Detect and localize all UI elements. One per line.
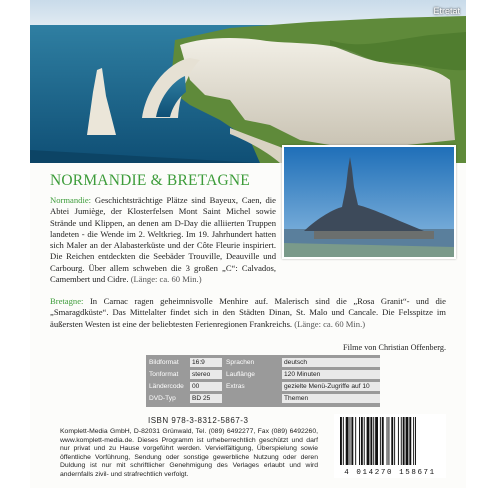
barcode-bar	[343, 417, 344, 465]
barcode-digits: 4 014270 158671	[344, 469, 436, 477]
spec-row	[146, 394, 380, 404]
barcode-bar	[388, 417, 389, 465]
barcode-bar	[355, 417, 356, 465]
normandie-length: (Länge: ca. 60 Min.)	[130, 274, 202, 285]
mont-saint-michel-photo	[282, 145, 456, 259]
spec-value: gezielte Menü-Zugriffe auf 10	[282, 382, 380, 391]
spec-label: Ländercode	[149, 383, 184, 390]
normandie-heading: Normandie:	[50, 195, 92, 205]
barcode	[334, 414, 446, 478]
spec-label: Tonformat	[149, 371, 179, 378]
legal-notice: Komplett-Media GmbH, D-82031 Grünwald, Tel. (089) 6492277, Fax (089) 6492260, www.komplett-media.de. Dieses Programm ist urheberrechtlich geschützt und darf nur privat und zu Hause vorgeführt werden. Vervielfältigung, Überspielung sowie öffentliche Vorführung, Sendung oder sonstige gewerbliche Nutzung oder deren Duldung ist nur mit schriftlicher Genehmigung des Verlages erlaubt und wird andernfalls zivil- und strafrechtlich verfolgt.	[60, 428, 318, 478]
barcode-bar	[403, 417, 405, 465]
photo-caption: Etretat	[433, 6, 460, 16]
bretagne-heading: Bretagne:	[50, 296, 84, 306]
barcode-bar	[367, 417, 370, 465]
barcode-bar	[380, 417, 381, 465]
barcode-bars	[334, 414, 446, 468]
bretagne-length: (Länge: ca. 60 Min.)	[294, 318, 366, 329]
barcode-bar	[394, 417, 395, 465]
barcode-bar	[375, 417, 378, 465]
normandie-description	[50, 195, 276, 285]
bretagne-description	[50, 296, 446, 330]
barcode-bar	[361, 417, 363, 465]
spec-value: Themen	[282, 394, 380, 403]
spec-row	[146, 358, 380, 368]
spec-value: deutsch	[282, 358, 380, 367]
etretat-cliffs-photo	[30, 0, 466, 163]
spec-value: BD 25	[190, 394, 222, 403]
spec-label: Extras	[226, 383, 245, 390]
spec-label: Sprachen	[226, 359, 255, 366]
spec-label: Bildformat	[149, 359, 179, 366]
spec-value: 00	[190, 382, 222, 391]
barcode-bar	[387, 417, 388, 465]
barcode-bar	[391, 417, 393, 465]
normandie-text: Geschichtsträchtige Plätze sind Bayeux, Caen, die Abtei Jumiège, der Klosterfelsen Mont Saint Michel sowie Strände und Klippen, an denen am D-Day die alliierten Truppen landeten - die Wende im 2. Weltkrieg. Im 19. Jahrhundert hatten sich Maler an der Alabasterküste und der Côte Fleurie inspiriert. Die Reichen entdeckten die Seebäder Trouville, Deauville und Carbourg. Über allem schweben die 3 großen „C“: Calvados, Camembert und Cidre.	[50, 195, 276, 285]
isbn: ISBN 978-3-8312-5867-3	[148, 416, 249, 425]
page-title: NORMANDIE & BRETAGNE	[50, 172, 250, 189]
barcode-bar	[346, 417, 349, 465]
barcode-bar	[340, 417, 342, 465]
dvd-back-cover	[30, 0, 466, 488]
film-credit: Filme von Christian Offenberg.	[343, 343, 446, 352]
barcode-bar	[401, 417, 402, 465]
barcode-bar	[398, 417, 399, 465]
spec-table	[146, 355, 380, 407]
barcode-bar	[359, 417, 360, 465]
barcode-bar	[373, 417, 374, 465]
barcode-bar	[406, 417, 409, 465]
barcode-bar	[350, 417, 351, 465]
barcode-bar	[382, 417, 384, 465]
spec-value: 16:9	[190, 358, 222, 367]
barcode-bar	[413, 417, 414, 465]
barcode-bar	[351, 417, 353, 465]
barcode-bar	[370, 417, 372, 465]
barcode-bar	[415, 417, 416, 465]
spec-label: DVD-Typ	[149, 395, 176, 402]
spec-row	[146, 370, 380, 380]
barcode-bar	[409, 417, 411, 465]
spec-row	[146, 382, 380, 392]
barcode-bar	[364, 417, 365, 465]
spec-label: Lauflänge	[226, 371, 255, 378]
bretagne-text: In Carnac ragen geheimnisvolle Menhire auf. Malerisch sind die „Rosa Granit“- und die „Smaragdküste“. Das Mittelalter findet sich in den Städten Dinan, St. Malo und Cancale. Die Felsspitze im äußersten Westen ist eine der beliebtesten Ferienregionen Frankreichs.	[50, 296, 446, 329]
spec-value: 120 Minuten	[282, 370, 380, 379]
spec-value: stereo	[190, 370, 222, 379]
